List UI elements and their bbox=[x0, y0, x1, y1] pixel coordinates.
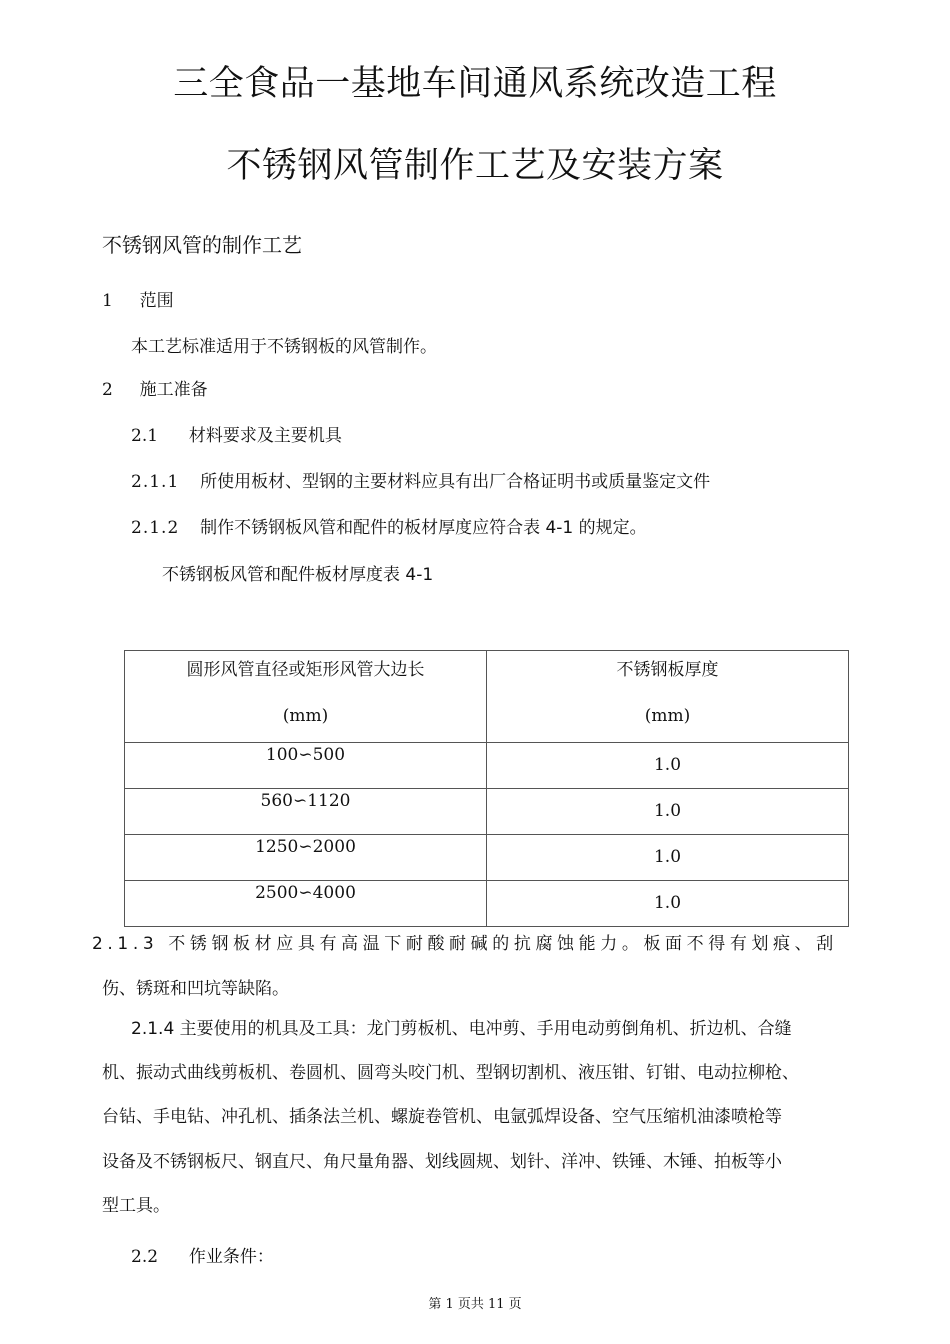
table-cell-thickness: 1.0 bbox=[487, 835, 849, 881]
header-label: 圆形风管直径或矩形风管大边长 bbox=[186, 660, 425, 680]
section-2-2-number: 2.2 bbox=[131, 1247, 159, 1267]
header-label: 不锈钢板厚度 bbox=[616, 660, 719, 680]
section-1-body: 本工艺标准适用于不锈钢板的风管制作。 bbox=[131, 337, 437, 357]
section-2-1-2-number: 2.1.2 bbox=[131, 518, 180, 538]
section-2-number: 2 bbox=[102, 380, 113, 400]
section-2-1-4-line: 型工具。 bbox=[102, 1196, 170, 1216]
section-2-1-1-number: 2.1.1 bbox=[131, 472, 180, 492]
section-heading: 不锈钢风管的制作工艺 bbox=[102, 233, 302, 257]
document-title: 三全食品一基地车间通风系统改造工程 bbox=[173, 64, 777, 104]
section-2-1-2-text: 制作不锈钢板风管和配件的板材厚度应符合表 4-1 的规定。 bbox=[200, 518, 647, 538]
header-unit: (mm) bbox=[644, 706, 691, 726]
section-1-title: 范围 bbox=[139, 291, 174, 311]
section-2-1 bbox=[131, 421, 342, 446]
table-header-cell bbox=[487, 651, 849, 743]
table-cell-thickness: 1.0 bbox=[487, 881, 849, 927]
table-cell-size: 100∽500 bbox=[125, 743, 487, 789]
header-unit: (mm) bbox=[282, 706, 329, 726]
table-cell-size: 2500∽4000 bbox=[125, 881, 487, 927]
section-2-1-title: 材料要求及主要机具 bbox=[188, 426, 342, 446]
page-footer: 第 1 页共 11 页 bbox=[428, 1297, 522, 1312]
section-2-1-2 bbox=[131, 513, 647, 538]
table-header-cell bbox=[125, 651, 487, 743]
section-2-1-4-line: 机、振动式曲线剪板机、卷圆机、圆弯头咬门机、型钢切割机、液压钳、钉钳、电动拉柳枪、 bbox=[102, 1063, 799, 1083]
thickness-table bbox=[124, 650, 849, 927]
section-1-number: 1 bbox=[102, 291, 113, 311]
section-2-1-1 bbox=[131, 467, 710, 492]
table-cell-thickness: 1.0 bbox=[487, 743, 849, 789]
table-cell-size: 1250∽2000 bbox=[125, 835, 487, 881]
section-2-title: 施工准备 bbox=[139, 380, 208, 400]
section-2-1-3-line: 2.1.3 不锈钢板材应具有高温下耐酸耐碱的抗腐蚀能力。板面不得有划痕、刮 bbox=[92, 934, 838, 954]
table-row bbox=[125, 789, 849, 835]
table-cell-size: 560∽1120 bbox=[125, 789, 487, 835]
table-row bbox=[125, 881, 849, 927]
section-2-1-4-line: 设备及不锈钢板尺、钢直尺、角尺量角器、划线圆规、划针、洋冲、铁锤、木锤、拍板等小 bbox=[102, 1152, 782, 1172]
section-2-1-3-line: 伤、锈斑和凹坑等缺陷。 bbox=[102, 979, 289, 999]
document-subtitle: 不锈钢风管制作工艺及安装方案 bbox=[226, 146, 724, 186]
section-2 bbox=[102, 375, 208, 400]
section-1 bbox=[102, 286, 174, 311]
section-2-1-4-line: 2.1.4 主要使用的机具及工具：龙门剪板机、电冲剪、手用电动剪倒角机、折边机、合缝 bbox=[131, 1019, 792, 1039]
table-header-row bbox=[125, 651, 849, 743]
table-caption: 不锈钢板风管和配件板材厚度表 4-1 bbox=[162, 565, 434, 585]
table-cell-thickness: 1.0 bbox=[487, 789, 849, 835]
section-2-1-1-text: 所使用板材、型钢的主要材料应具有出厂合格证明书或质量鉴定文件 bbox=[200, 472, 711, 492]
table-row bbox=[125, 835, 849, 881]
section-2-2-title: 作业条件： bbox=[188, 1247, 274, 1267]
table-row bbox=[125, 743, 849, 789]
section-2-2 bbox=[131, 1242, 274, 1267]
section-2-1-4-line: 台钻、手电钻、冲孔机、插条法兰机、螺旋卷管机、电氩弧焊设备、空气压缩机油漆喷枪等 bbox=[102, 1107, 782, 1127]
section-2-1-number: 2.1 bbox=[131, 426, 159, 446]
